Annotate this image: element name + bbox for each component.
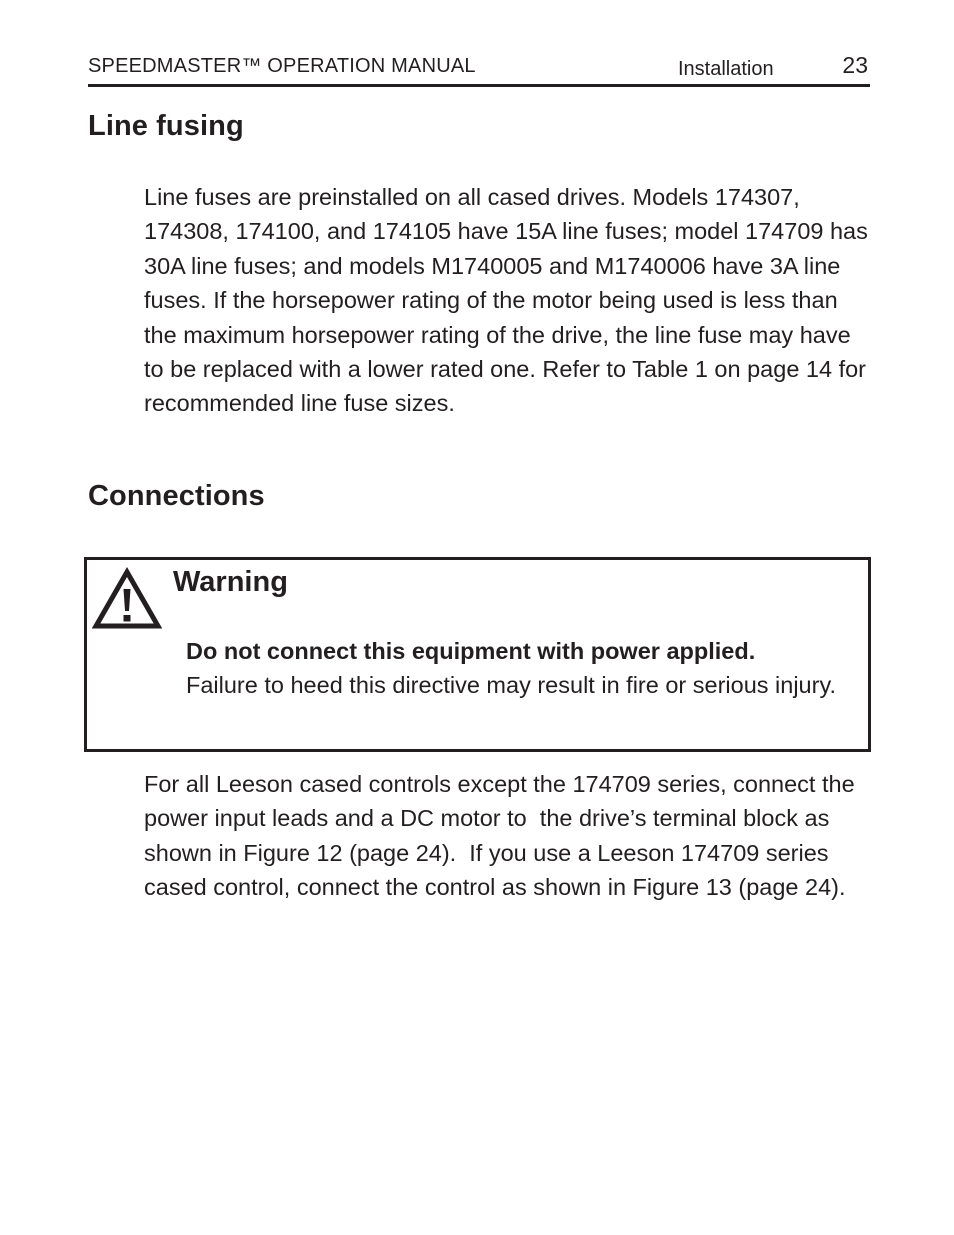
line-fusing-paragraph: Line fuses are preinstalled on all cased drives. Models 174307, 174308, 174100, and 174105 have 15A line fuses; model 174709 has 30A line fuses; and models M1740005 and M1740006 have 3A line fuses. If the horsepower rating of the motor being used is less than the maximum horsepower rating of the drive, the line fuse may have to be replaced with a lower rated one. Refer to Table 1 on page 14 for recommended line fuse sizes. [144,184,868,417]
warning-box [84,557,871,752]
warning-body [186,634,846,703]
warning-triangle-icon [92,567,162,631]
page-number: 23 [842,52,868,78]
manual-title: SPEEDMASTER™ OPERATION MANUAL [88,55,476,77]
connections-heading: Connections [88,480,265,512]
connections-paragraph: For all Leeson cased controls except the 174709 series, connect the power input leads and a DC motor to the drive’s terminal block as shown in Figure 12 (page 24). If you use a Leeson 174709 series cased control, connect the control as shown in Figure 13 (page 24). [144,771,862,901]
warning-bold-text: Do not connect this equipment with power applied. [186,638,756,664]
line-fusing-heading: Line fusing [88,110,244,142]
page-header [88,54,870,87]
warning-title: Warning [173,566,288,598]
section-name: Installation [678,58,774,80]
warning-text: Failure to heed this directive may result in fire or serious injury. [186,672,836,699]
